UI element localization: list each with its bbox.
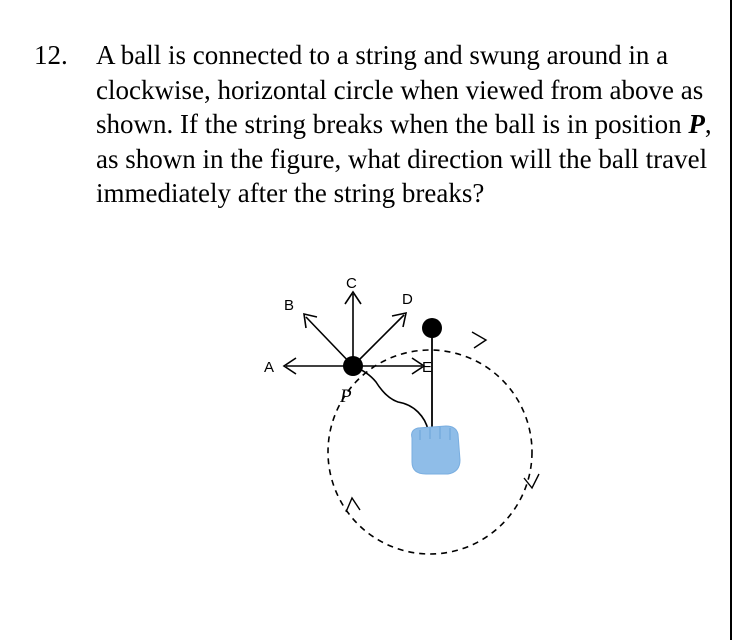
ball-at-p xyxy=(343,356,363,376)
question-text-after: , as shown in the figure, what direction will the ball travel immediately after the string breaks? xyxy=(96,109,712,208)
question-number: 12. xyxy=(34,40,68,70)
label-c: C xyxy=(346,275,357,292)
path-arrow-left-icon xyxy=(346,498,360,512)
position-label-p: P xyxy=(688,109,705,139)
path-arrow-top-icon xyxy=(472,332,486,348)
ball-at-top xyxy=(422,318,442,338)
circular-motion-figure xyxy=(240,262,600,592)
label-b: B xyxy=(284,297,295,314)
figure-svg xyxy=(240,262,600,592)
arrow-d xyxy=(353,315,404,366)
question-text xyxy=(96,38,716,211)
page-border-rule xyxy=(730,0,732,640)
arrow-b xyxy=(306,317,353,366)
broken-string xyxy=(353,366,428,430)
question-text-before: A ball is connected to a string and swung around in a clockwise, horizontal circle when viewed from above as shown. If the string breaks when the ball is in position xyxy=(96,40,704,139)
label-d: D xyxy=(402,291,413,308)
label-e: E xyxy=(422,359,433,376)
label-p: P xyxy=(340,386,352,407)
label-a: A xyxy=(264,359,275,376)
fist-icon xyxy=(412,426,460,474)
